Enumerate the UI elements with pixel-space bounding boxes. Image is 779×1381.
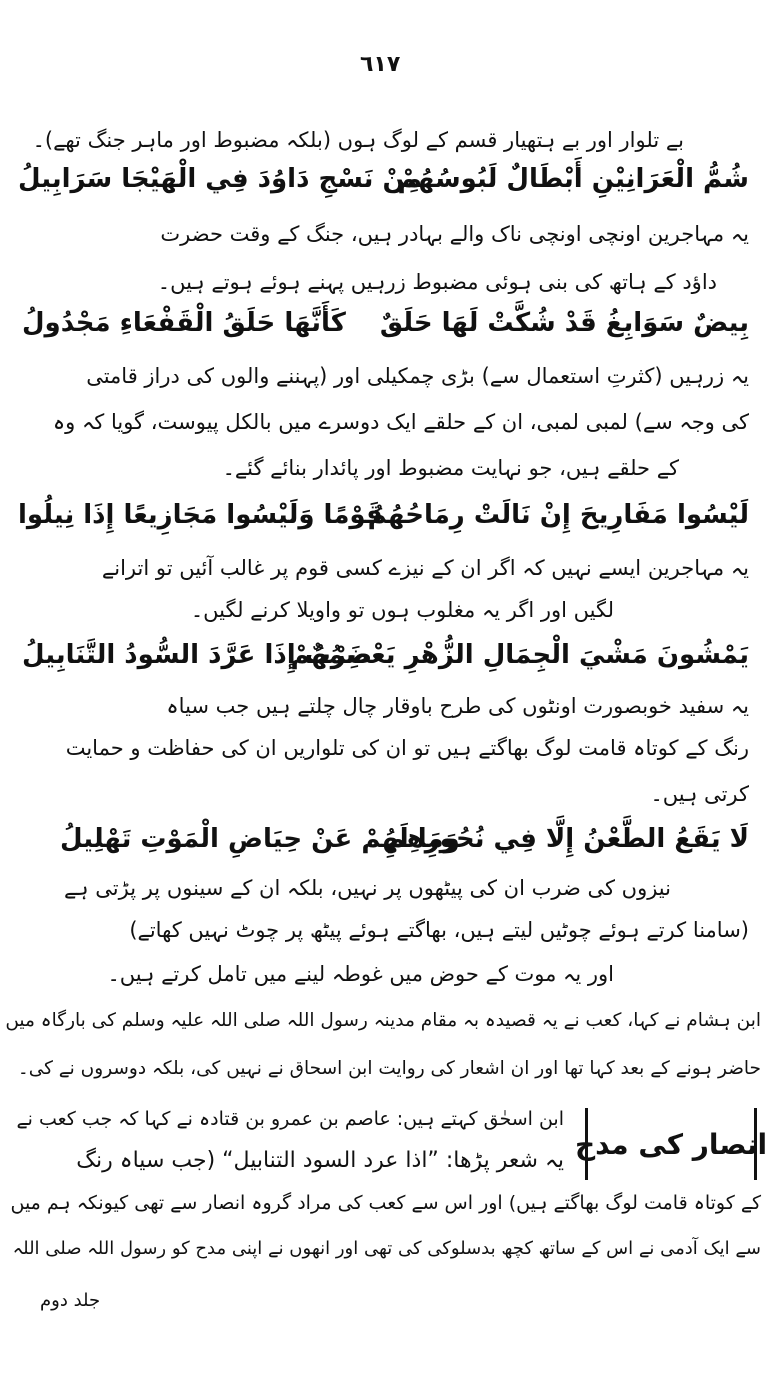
text-line: (سامنا کرتے ہوئے چوٹیں لیتے ہیں، بھاگتے ہوئے پیٹھ پر چوٹ نہیں کھاتے): [129, 918, 749, 942]
text-line: یہ زرہیں (کثرتِ استعمال سے) بڑی چمکیلی اور (پہننے والوں کی دراز قامتی: [86, 364, 749, 388]
side-heading: انصار کی مدح: [574, 1127, 768, 1161]
text-line: یہ سفید خوبصورت اونٹوں کی طرح باوقار چال چلتے ہیں جب سیاہ: [166, 694, 749, 718]
verse-hemistich-left: قَوْمًا وَلَيْسُوا مَجَازِيعًا إِذَا نِيلُوا: [18, 500, 383, 530]
verse-hemistich-left: كَأَنَّهَا حَلَقُ الْقَفْعَاءِ مَجْدُولُ: [22, 308, 346, 338]
paragraph-line: حاضر ہونے کے بعد کہا تھا اور ان اشعار کی روایت ابن اسحاق نے نہیں کی، بلکہ دوسروں نے کی۔: [17, 1058, 761, 1079]
text-line: کی وجہ سے) لمبی لمبی، ان کے حلقے ایک دوسرے میں بالکل پیوست، گویا کہ وہ: [52, 410, 749, 434]
text-line: نیزوں کی ضرب ان کی پیٹھوں پر نہیں، بلکہ ان کے سینوں پر پڑتی ہے: [63, 876, 671, 900]
text-line: رنگ کے کوتاہ قامت لوگ بھاگتے ہیں تو ان کی تلواریں ان کی حفاظت و حمایت: [65, 736, 749, 760]
text-line: یہ مہاجرین ایسے نہیں کہ اگر ان کے نیزے کسی قوم پر غالب آئیں تو اترانے: [101, 556, 749, 580]
page-number: ٦١٧: [360, 52, 401, 77]
paragraph-line: ابن ہشام نے کہا، کعب نے یہ قصیدہ بہ مقام مدینہ رسول اللہ صلی اللہ علیہ وسلم کی بارگاہ میں: [5, 1010, 761, 1031]
footer-volume: جلد دوم: [40, 1290, 101, 1311]
text-line: کے حلقے ہیں، جو نہایت مضبوط اور پائدار بنائے گئے۔: [222, 456, 679, 480]
paragraph-line: ابن اسحٰق کہتے ہیں: عاصم بن عمرو بن قتادہ نے کہا کہ جب کعب نے: [16, 1108, 564, 1130]
side-heading-box: [574, 1108, 768, 1180]
text-line: یہ مہاجرین اونچی اونچی ناک والے بہادر ہیں، جنگ کے وقت حضرت: [160, 222, 749, 246]
verse-hemistich-right: شُمُّ الْعَرَانِيْنِ أَبْطَالٌ لَبُوسُهُمْ: [397, 164, 749, 194]
verse-hemistich-left: وَمَا لَهُمْ عَنْ حِيَاضِ الْمَوْتِ تَهْلِيلُ: [60, 824, 460, 854]
text-line: اور یہ موت کے حوض میں غوطہ لینے میں تامل کرتے ہیں۔: [107, 962, 614, 986]
verse-hemistich-right: لَا يَقَعُ الطَّعْنُ إِلَّا فِي نُحُورِهِمِ: [386, 824, 749, 854]
text-line: لگیں اور اگر یہ مغلوب ہوں تو واویلا کرنے لگیں۔: [190, 598, 614, 622]
paragraph-line: کے کوتاہ قامت لوگ بھاگتے ہیں) اور اس سے کعب کی مراد گروہ انصار سے تھی کیونکہ ہم میں: [10, 1192, 761, 1214]
verse-hemistich-left: مِنْ نَسْجِ دَاوُدَ فِي الْهَيْجَا سَرَابِيلُ: [18, 164, 422, 194]
paragraph-line: یہ شعر پڑھا: ”اذا عرد السود التنابیل“ (جب سیاہ رنگ: [76, 1148, 564, 1173]
verse-hemistich-right: يَمْشُونَ مَشْيَ الْجِمَالِ الزُّهْرِ يَعْصِمُهُمْ: [290, 640, 749, 670]
text-line: داؤد کے ہاتھ کی بنی ہوئی مضبوط زرہیں پہنے ہوئے ہوتے ہیں۔: [157, 270, 717, 294]
text-line: بے تلوار اور بے ہتھیار قسم کے لوگ ہوں (بلکہ مضبوط اور ماہر جنگ تھے)۔: [32, 128, 684, 152]
verse-hemistich-right: بِيضٌ سَوَابِغُ قَدْ شُكَّتْ لَهَا حَلَقٌ: [379, 308, 749, 338]
verse-hemistich-right: لَيْسُوا مَفَارِيحَ إِنْ نَالَتْ رِمَاحُهُمُ: [367, 500, 749, 530]
paragraph-line: سے ایک آدمی نے اس کے ساتھ کچھ بدسلوکی کی تھی اور انھوں نے اپنی مدح کو رسول اللہ صلی اللہ: [12, 1238, 761, 1259]
text-line: کرتی ہیں۔: [650, 782, 749, 806]
verse-hemistich-left: ضَرْبٌ إِذَا عَرَّدَ السُّودُ التَّنَابِيلُ: [22, 640, 373, 670]
